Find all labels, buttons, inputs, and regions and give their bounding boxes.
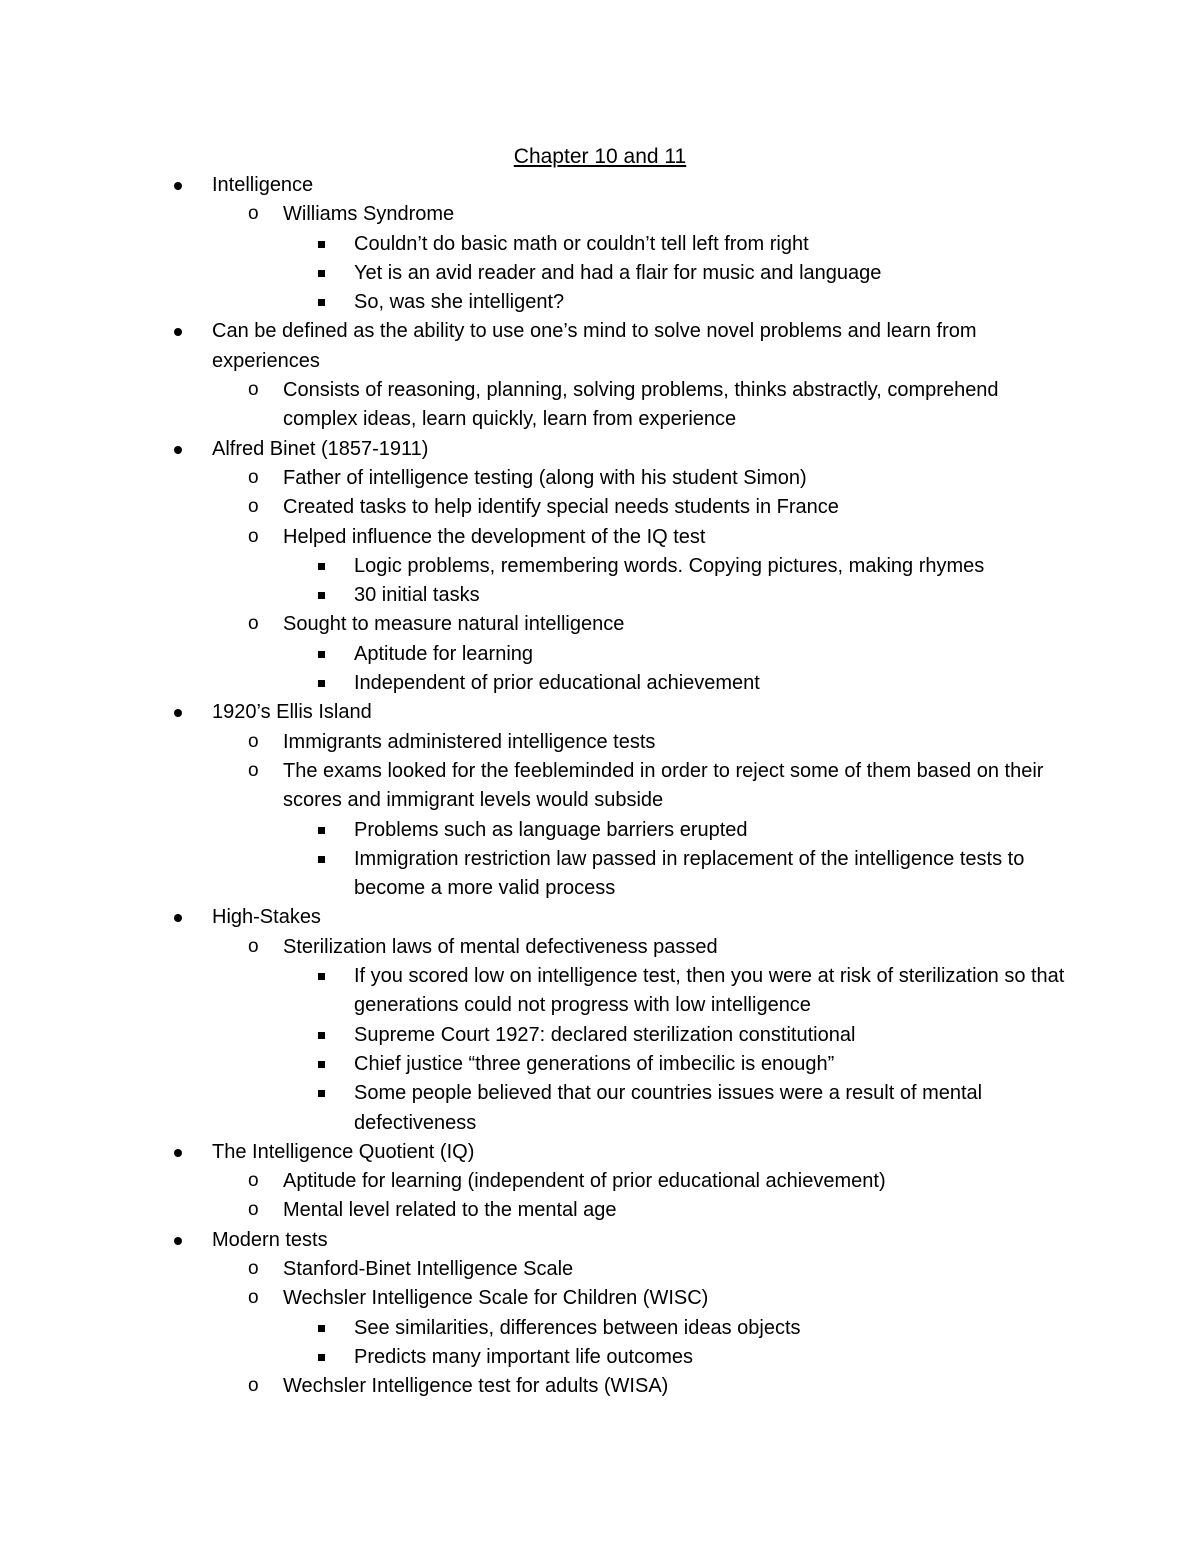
outline-item-text: Independent of prior educational achievement (354, 672, 760, 695)
outline-item-level-3 (0, 1079, 1074, 1138)
outline-item-level-3 (0, 581, 1074, 610)
outline-item-text: Intelligence (212, 174, 314, 196)
outline-item-text: The Intelligence Quotient (IQ) (212, 1140, 475, 1163)
bullet-dot-icon (174, 709, 182, 717)
bullet-dot-icon (174, 446, 182, 454)
outline-item-level-2 (0, 933, 1073, 962)
bullet-square-icon (318, 856, 325, 863)
bullet-circle-icon: o (248, 203, 259, 225)
outline-item-level-3 (0, 1314, 1074, 1343)
outline-item-level-1 (0, 903, 1072, 932)
outline-item-level-1 (0, 171, 1072, 200)
outline-item-text: Helped influence the development of the IQ test (283, 525, 706, 548)
outline-item-text: Williams Syndrome (283, 203, 455, 226)
bullet-square-icon (318, 651, 325, 658)
outline-item-text: Yet is an avid reader and had a flair for music and language (354, 261, 882, 284)
outline-item-level-3 (0, 552, 1074, 581)
outline-item-text: Supreme Court 1927: declared sterilization constitutional (354, 1023, 856, 1046)
outline-item-text: Immigrants administered intelligence tests (283, 730, 656, 753)
bullet-circle-icon: o (248, 1170, 259, 1192)
outline-item-level-1 (0, 1226, 1072, 1255)
outline-item-text: Couldn’t do basic math or couldn’t tell left from right (354, 232, 809, 255)
bullet-dot-icon (174, 914, 182, 922)
bullet-square-icon (318, 827, 325, 834)
outline-item-text: Predicts many important life outcomes (354, 1345, 694, 1368)
outline-item-text: Modern tests (212, 1228, 328, 1251)
outline-item-text: So, was she intelligent? (354, 291, 565, 314)
outline-item-text: Immigration restriction law passed in replacement of the intelligence tests to become a more valid process (354, 847, 1025, 900)
outline-item-text: Wechsler Intelligence test for adults (WISA) (283, 1375, 669, 1398)
bullet-circle-icon: o (248, 466, 259, 488)
bullet-circle-icon: o (248, 730, 259, 752)
bullet-dot-icon (174, 182, 182, 190)
bullet-square-icon (318, 563, 325, 570)
bullet-square-icon (318, 1032, 325, 1039)
document-title: Chapter 10 and 11 (513, 145, 687, 168)
outline-item-text: Alfred Binet (1857-1911) (212, 437, 429, 460)
outline-item-text: Created tasks to help identify special needs students in France (283, 496, 839, 519)
outline-item-text: 30 initial tasks (354, 584, 480, 607)
bullet-circle-icon: o (248, 1287, 259, 1309)
outline-item-text: Sterilization laws of mental defectiveness passed (283, 935, 718, 958)
bullet-dot-icon (174, 1237, 182, 1245)
outline-item-text: Father of intelligence testing (along with his student Simon) (283, 466, 807, 489)
outline-item-text: See similarities, differences between ideas objects (354, 1316, 801, 1339)
bullet-square-icon (318, 680, 325, 687)
outline-item-text: Sought to measure natural intelligence (283, 613, 625, 636)
outline-item-level-2 (0, 1372, 1073, 1401)
outline-item-text: Wechsler Intelligence Scale for Children (WISC) (283, 1287, 709, 1310)
bullet-square-icon (318, 1090, 325, 1097)
bullet-dot-icon (174, 1149, 182, 1157)
outline-item-level-1 (0, 1138, 1072, 1167)
outline-item-level-1 (0, 698, 1072, 727)
bullet-circle-icon: o (248, 935, 259, 957)
bullet-square-icon (318, 973, 325, 980)
outline-item-text: 1920’s Ellis Island (212, 701, 372, 724)
outline-item-level-2 (0, 728, 1073, 757)
bullet-circle-icon: o (248, 379, 259, 401)
bullet-circle-icon: o (248, 525, 259, 547)
outline-item-text: Stanford-Binet Intelligence Scale (283, 1257, 574, 1280)
bullet-circle-icon: o (248, 1257, 259, 1279)
outline-item-level-2 (0, 1255, 1073, 1284)
outline-item-level-2 (0, 493, 1073, 522)
outline-item-text: Aptitude for learning (independent of prior educational achievement) (283, 1170, 886, 1193)
bullet-circle-icon: o (248, 1375, 259, 1397)
outline-list (0, 171, 1200, 1401)
outline-item-text: Problems such as language barriers erupted (354, 818, 748, 841)
outline-item-level-3 (0, 1021, 1074, 1050)
outline-item-text: The exams looked for the feebleminded in order to reject some of them based on their scores and immigrant levels would subside (283, 759, 1044, 812)
bullet-circle-icon: o (248, 1199, 259, 1221)
outline-item-level-1 (0, 317, 1072, 376)
bullet-square-icon (318, 1325, 325, 1332)
bullet-square-icon (318, 592, 325, 599)
outline-item-text: Logic problems, remembering words. Copying pictures, making rhymes (354, 554, 985, 577)
bullet-dot-icon (174, 328, 182, 336)
outline-item-level-2 (0, 200, 1073, 229)
outline-item-level-2 (0, 464, 1073, 493)
outline-item-text: Aptitude for learning (354, 642, 534, 665)
outline-item-level-1 (0, 435, 1072, 464)
outline-item-level-3 (0, 669, 1074, 698)
outline-item-level-3 (0, 259, 1074, 288)
outline-item-level-3 (0, 1343, 1074, 1372)
bullet-circle-icon: o (248, 496, 259, 518)
outline-item-level-3 (0, 230, 1074, 259)
outline-item-level-3 (0, 288, 1074, 317)
outline-item-text: If you scored low on intelligence test, then you were at risk of sterilization so that generations could not progress with low intelligence (354, 965, 1065, 1017)
outline-item-level-3 (0, 962, 1074, 1021)
outline-item-level-3 (0, 845, 1074, 904)
bullet-circle-icon: o (248, 759, 259, 781)
outline-item-level-2 (0, 1196, 1073, 1225)
bullet-square-icon (318, 270, 325, 277)
outline-item-text: Can be defined as the ability to use one’s mind to solve novel problems and learn from experiences (212, 320, 977, 372)
outline-item-text: Consists of reasoning, planning, solving problems, thinks abstractly, comprehend complex ideas, learn quickly, learn from experience (283, 379, 999, 431)
outline-item-level-2 (0, 610, 1073, 639)
bullet-square-icon (318, 1354, 325, 1361)
outline-item-level-2 (0, 1167, 1073, 1196)
outline-item-level-2 (0, 1284, 1073, 1313)
outline-item-text: High-Stakes (212, 906, 321, 929)
outline-item-text: Chief justice “three generations of imbecilic is enough” (354, 1052, 835, 1075)
bullet-square-icon (318, 241, 325, 248)
outline-item-level-2 (0, 523, 1073, 552)
outline-item-text: Mental level related to the mental age (283, 1199, 617, 1222)
outline-item-level-3 (0, 816, 1074, 845)
outline-item-level-2 (0, 376, 1073, 435)
bullet-square-icon (318, 299, 325, 306)
bullet-circle-icon: o (248, 613, 259, 635)
outline-item-level-2 (0, 757, 1073, 816)
outline-item-level-3 (0, 640, 1074, 669)
outline-item-level-3 (0, 1050, 1074, 1079)
outline-item-text: Some people believed that our countries issues were a result of mental defectiveness (354, 1082, 983, 1134)
bullet-square-icon (318, 1061, 325, 1068)
